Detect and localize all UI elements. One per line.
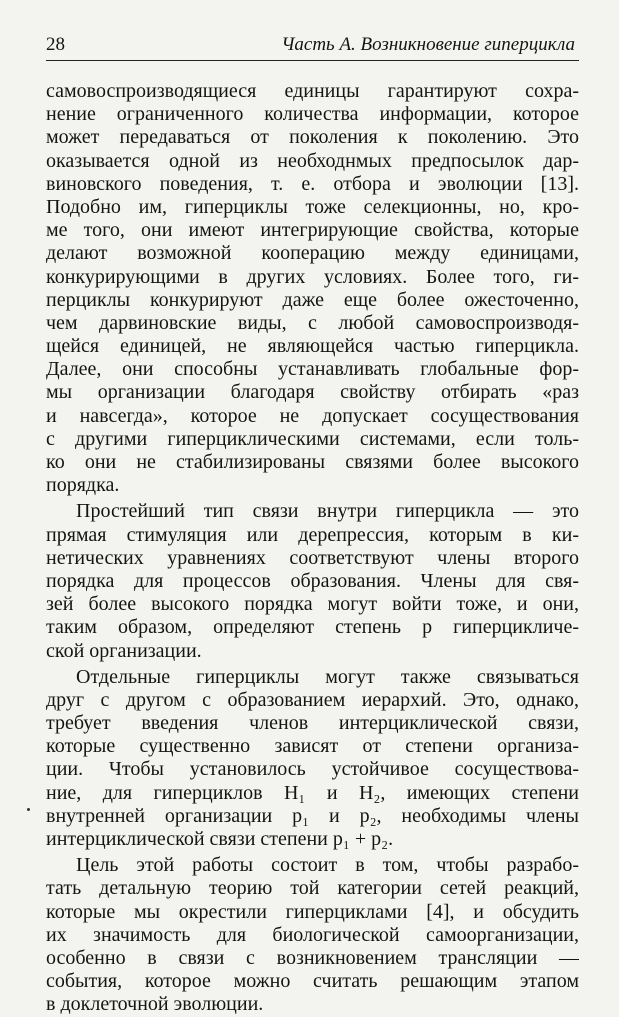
text-line: порядка для процессов образования. Члены для свя-	[46, 569, 579, 592]
text-line: которые мы окрестили гиперциклами [4], и обсудить	[46, 900, 579, 923]
text-line: мы организации благодаря свойству отбирать «раз	[46, 381, 579, 404]
paragraph	[46, 500, 579, 662]
text-line: прямая стимуляция или дерепрессия, которым в ки-	[46, 523, 579, 546]
text-line: особенно в связи с возникновением трансляции —	[46, 946, 579, 969]
text-line: Далее, они способны устанавливать глобальные фор-	[46, 358, 579, 381]
text-line: может передаваться от поколения к поколению. Это	[46, 126, 579, 149]
text-line: и навсегда», которое не допускает сосуществования	[46, 404, 579, 427]
text-line: требует введения членов интерциклической связи,	[46, 712, 579, 735]
text-line: ко они не стабилизированы связями более высокого	[46, 451, 579, 473]
text-line: их значимость для биологической самоорганизации,	[46, 923, 579, 946]
text-line: щейся единицей, не являющейся частью гиперцикла.	[46, 335, 579, 358]
text-line: чем дарвиновские виды, с любой самовоспроизводя-	[46, 311, 579, 334]
body-text	[46, 80, 579, 1017]
page-number: 28	[46, 34, 65, 55]
text-line: оказывается одной из необходнмых предпосылок дар-	[46, 149, 579, 172]
text-line: Отдельные гиперциклы могут также связываться	[76, 665, 579, 688]
text-line: порядка.	[46, 474, 120, 497]
text-line: виновского поведения, т. е. отбора и эволюции [13].	[46, 172, 579, 195]
text-line: ние, для гиперциклов H₁ и H₂, имеющих степени	[46, 781, 579, 804]
text-line: внутренней организации p₁ и p₂, необходимы члены	[46, 804, 579, 827]
text-line: Цель этой работы состоит в том, чтобы разрабо-	[76, 854, 579, 877]
text-line: таким образом, определяют степень p гиперцикличе-	[46, 616, 579, 639]
text-line: с другими гиперциклическими системами, если толь-	[46, 427, 579, 450]
text-line: тать детальную теорию той категории сетей реакций,	[46, 877, 579, 900]
text-line: самовоспроизводящиеся единицы гарантируют сохра-	[46, 80, 579, 102]
text-line: ской организации.	[46, 639, 202, 662]
text-line: Простейший тип связи внутри гиперцикла — это	[76, 500, 579, 523]
paragraph	[46, 854, 579, 1016]
paragraph	[46, 666, 579, 852]
text-line: друг с другом с образованием иерархий. Это, однако,	[46, 688, 579, 711]
text-line: события, которое можно считать решающим этапом	[46, 970, 579, 993]
text-line: делают возможной кооперацию между единицами,	[46, 242, 579, 265]
text-line: нетических уравнениях соответствуют члены второго	[46, 546, 579, 569]
text-line: ции. Чтобы установилось устойчивое сосуществова-	[46, 758, 579, 781]
text-line: конкурирующими в других условиях. Более того, ги-	[46, 265, 579, 288]
text-line: в доклеточной эволюции.	[46, 993, 264, 1016]
text-line: перциклы конкурируют даже еще более ожесточенно,	[46, 288, 579, 311]
paragraph	[46, 80, 579, 497]
text-line: интерциклической связи степени p₁ + p₂.	[46, 828, 394, 850]
running-title: Часть А. Возникновение гиперцикла	[281, 34, 575, 55]
page-header	[46, 30, 579, 61]
text-line: Подобно им, гиперциклы тоже селекционны, но, кро-	[46, 195, 579, 218]
text-line: которые существенно зависят от степени организа-	[46, 735, 579, 758]
text-line: зей более высокого порядка могут войти тоже, и они,	[46, 593, 579, 616]
text-line: нение ограниченного количества информации, которое	[46, 103, 579, 126]
text-line: ме того, они имеют интегрирующие свойства, которые	[46, 219, 579, 242]
margin-dot	[27, 808, 30, 811]
